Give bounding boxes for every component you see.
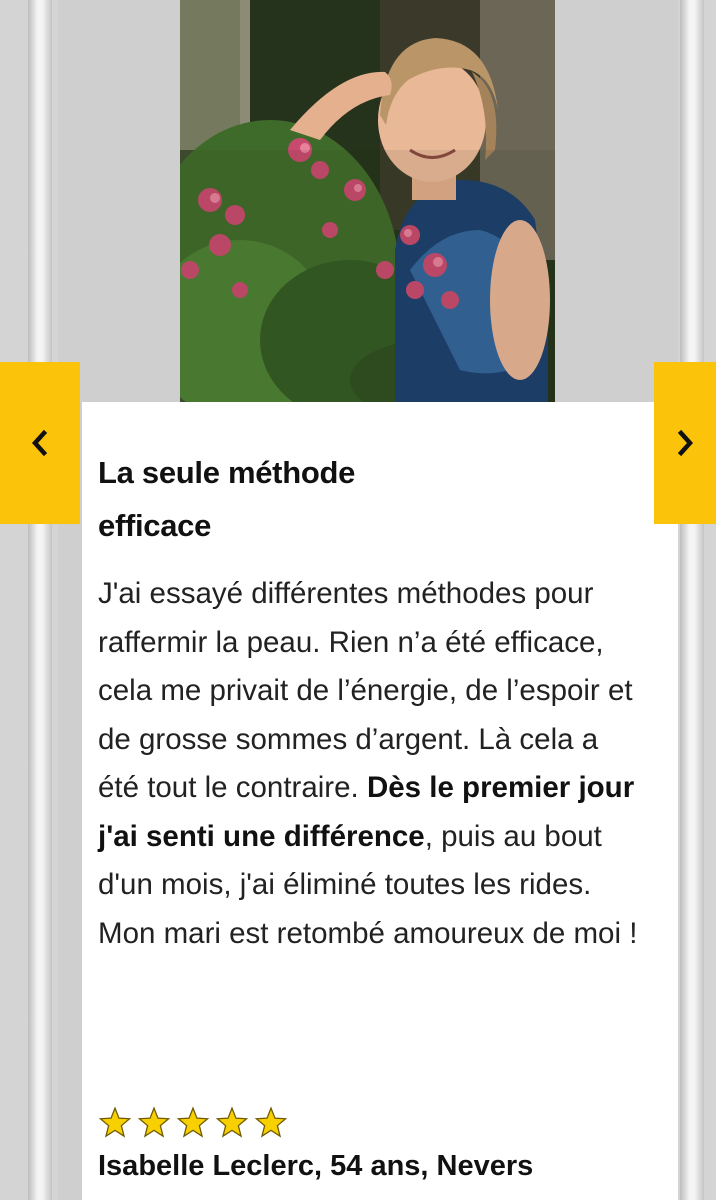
title-line-2: efficace (98, 508, 212, 543)
chevron-right-icon (674, 428, 696, 458)
testimonial-title (98, 446, 438, 552)
previous-slide-button[interactable] (0, 362, 80, 524)
testimonial-text-highlight: Dès le premier jour j'ai senti une différence (98, 771, 635, 853)
testimonial-photo (180, 0, 555, 402)
next-slide-button[interactable] (654, 362, 716, 524)
testimonial-content (82, 402, 678, 1200)
chevron-left-icon (29, 428, 51, 458)
right-rail (680, 0, 704, 1200)
left-rail (28, 0, 52, 1200)
star-rating (98, 1106, 288, 1140)
testimonial-text (98, 570, 638, 958)
testimonial-text-intro: J'ai essayé différentes méthodes pour raffermir la peau. Rien n’a été efficace, cela me privait de l’énergie, de l’espoir et de grosse sommes d’argent. Là cela a été tout le contraire. (98, 577, 633, 804)
star-icon (254, 1106, 288, 1140)
star-icon (215, 1106, 249, 1140)
photo-woman-with-roses (180, 0, 555, 402)
star-icon (137, 1106, 171, 1140)
title-line-1: La seule méthode (98, 455, 356, 490)
star-icon (98, 1106, 132, 1140)
testimonial-text-end: , puis au bout d'un mois, j'ai éliminé toutes les rides. Mon mari est retombé amoureux de moi ! (98, 819, 638, 950)
star-icon (176, 1106, 210, 1140)
testimonial-author: Isabelle Leclerc, 54 ans, Nevers (98, 1150, 534, 1182)
